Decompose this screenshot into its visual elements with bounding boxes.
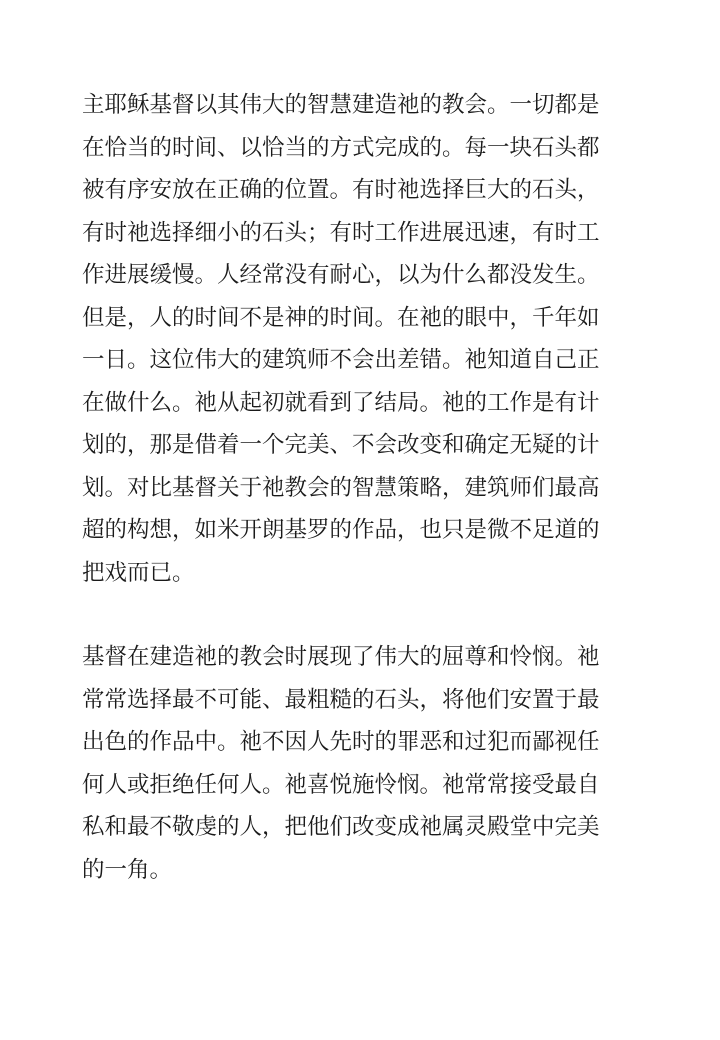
text-line: 基督在建造祂的教会时展现了伟大的屈尊和怜悯。祂 [82,644,600,670]
text-line: 作进展缓慢。人经常没有耐心，以为什么都没发生。 [82,262,600,288]
text-line: 被有序安放在正确的位置。有时祂选择巨大的石头， [82,177,600,203]
text-line: 出色的作品中。祂不因人先时的罪恶和过犯而鄙视任 [82,729,600,755]
text-line: 划的，那是借着一个完美、不会改变和确定无疑的计 [82,432,600,458]
text-line: 一日。这位伟大的建筑师不会出差错。祂知道自己正 [82,347,600,373]
text-line: 常常选择最不可能、最粗糙的石头，将他们安置于最 [82,686,600,713]
text-line: 超的构想，如米开朗基罗的作品，也只是微不足道的 [82,517,600,543]
text-line: 的一角。 [82,856,173,883]
paragraph-1 [82,84,642,594]
document-body [82,84,642,891]
text-line: 把戏而已。 [82,559,195,586]
text-line: 在恰当的时间、以恰当的方式完成的。每一块石头都 [82,134,600,161]
text-line: 私和最不敬虔的人，把他们改变成祂属灵殿堂中完美 [82,814,600,840]
text-line: 划。对比基督关于祂教会的智慧策略，建筑师们最高 [82,474,600,501]
paragraph-2 [82,636,642,891]
text-line: 有时祂选择细小的石头；有时工作进展迅速，有时工 [82,219,600,246]
text-line: 但是，人的时间不是神的时间。在祂的眼中，千年如 [82,304,600,331]
text-line: 何人或拒绝任何人。祂喜悦施怜悯。祂常常接受最自 [82,771,600,798]
text-line: 在做什么。祂从起初就看到了结局。祂的工作是有计 [82,389,600,416]
text-line: 主耶稣基督以其伟大的智慧建造祂的教会。一切都是 [82,92,600,118]
